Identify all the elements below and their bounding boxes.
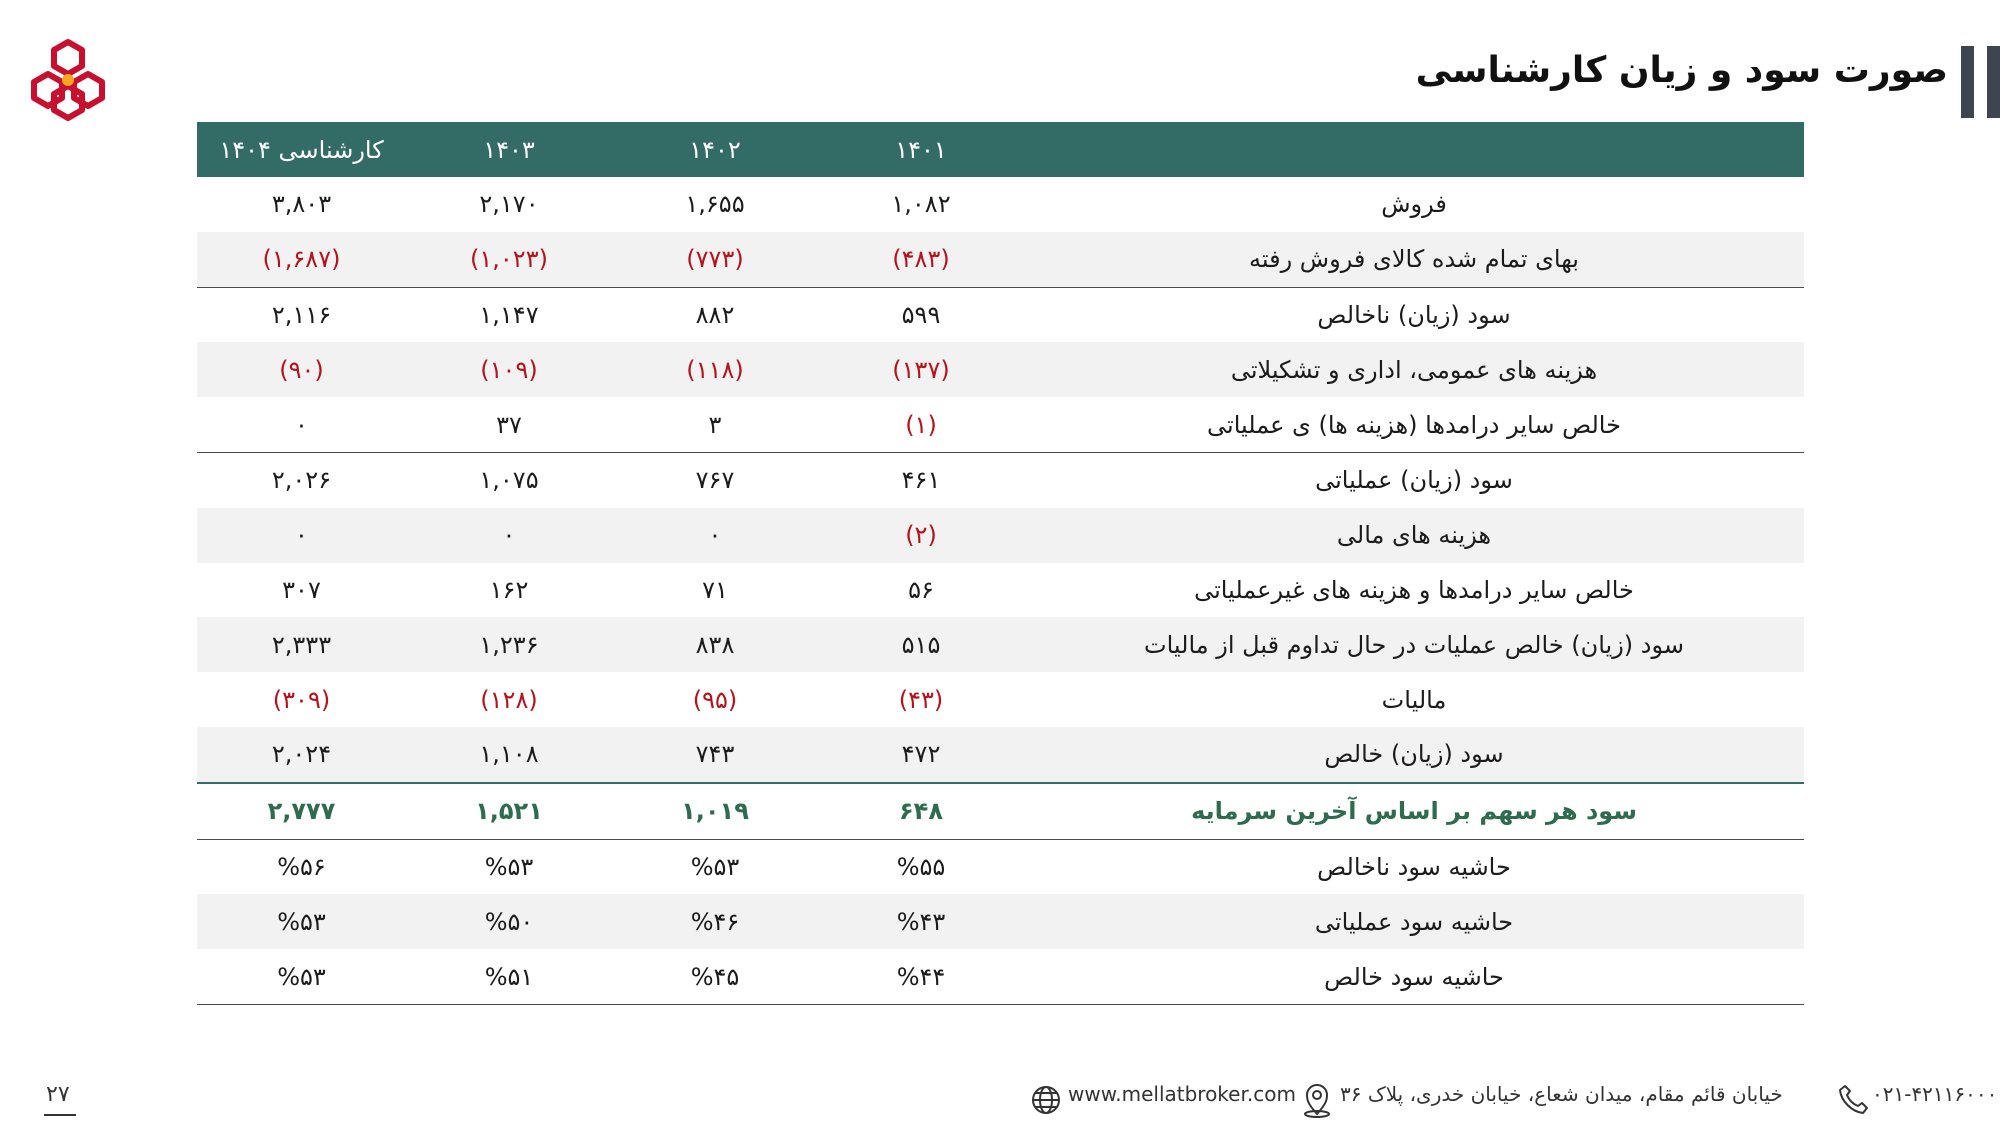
table-row — [197, 949, 1804, 1004]
row-label: بهای تمام شده کالای فروش رفته — [1024, 232, 1804, 287]
value-cell: (۹۰) — [197, 342, 406, 397]
row-label: سود (زیان) خالص — [1024, 727, 1804, 783]
row-label: خالص سایر درامدها (هزینه ها) ی عملیاتی — [1024, 397, 1804, 452]
value-cell: (۱,۶۸۷) — [197, 232, 406, 287]
value-cell: ۱,۰۷۵ — [479, 466, 539, 495]
column-header-1401: ۱۴۰۱ — [818, 122, 1024, 177]
value-cell: (۱۲۸) — [480, 685, 538, 714]
value-cell: %۵۱ — [406, 949, 612, 1004]
value-cell: ۰ — [197, 508, 406, 563]
table-row — [197, 452, 1804, 507]
row-label: حاشیه سود عملیاتی — [1024, 894, 1804, 949]
row-label: هزینه های عمومی، اداری و تشکیلاتی — [1024, 342, 1804, 397]
phone-number[interactable]: ۰۲۱-۴۲۱۱۶۰۰۰ — [1872, 1082, 1998, 1106]
value-cell: (۹۵) — [692, 685, 738, 714]
value-cell: ۱,۰۱۹ — [612, 783, 818, 839]
row-label: حاشیه سود خالص — [1024, 949, 1804, 1004]
value-cell: %۵۶ — [277, 852, 326, 881]
value-cell: ۷۱ — [702, 575, 728, 604]
value-cell: (۴۳) — [898, 685, 944, 714]
website-link[interactable]: www.mellatbroker.com — [1068, 1082, 1296, 1106]
value-cell: ۲,۱۷۰ — [479, 190, 539, 219]
value-cell: ۱,۶۵۵ — [685, 190, 745, 219]
value-cell: %۵۵ — [896, 852, 946, 881]
value-cell: ۱۶۲ — [489, 575, 529, 604]
value-cell: %۵۰ — [406, 894, 612, 949]
column-header-1403: ۱۴۰۳ — [406, 122, 612, 177]
value-cell: ۵۹۹ — [901, 300, 941, 329]
table-row — [197, 177, 1804, 232]
table-row — [197, 342, 1804, 397]
table-row — [197, 232, 1804, 287]
company-logo — [30, 38, 106, 122]
row-label: خالص سایر درامدها و هزینه های غیرعملیاتی — [1194, 575, 1634, 604]
column-header-1404: کارشناسی ۱۴۰۴ — [197, 122, 406, 177]
value-cell: ۰ — [197, 397, 406, 452]
table-row-eps — [197, 783, 1804, 839]
value-cell: (۱۰۹) — [406, 342, 612, 397]
value-cell: %۵۳ — [690, 852, 740, 881]
value-cell: (۳۰۹) — [272, 685, 331, 714]
value-cell: (۱) — [818, 397, 1024, 452]
table-row — [197, 397, 1804, 452]
value-cell: (۱,۰۲۳) — [406, 232, 612, 287]
page-number-underline — [44, 1114, 76, 1116]
value-cell: ۲,۷۷۷ — [197, 783, 406, 839]
row-label: سود (زیان) خالص عملیات در حال تداوم قبل از مالیات — [1024, 617, 1804, 672]
table-row — [197, 563, 1804, 618]
value-cell: ۳ — [612, 397, 818, 452]
table-row — [197, 894, 1804, 949]
table-row — [197, 617, 1804, 672]
value-cell: ۱,۰۸۲ — [891, 190, 951, 219]
value-cell: (۱۱۸) — [612, 342, 818, 397]
page-title: صورت سود و زیان کارشناسی — [1415, 50, 1948, 91]
value-cell: ۲,۳۳۳ — [197, 617, 406, 672]
table-row — [197, 839, 1804, 894]
value-cell: %۴۴ — [818, 949, 1024, 1004]
value-cell: (۲) — [818, 508, 1024, 563]
value-cell: ۵۱۵ — [818, 617, 1024, 672]
value-cell: %۴۵ — [612, 949, 818, 1004]
value-cell: ۱,۵۲۱ — [406, 783, 612, 839]
value-cell: ۷۴۳ — [612, 727, 818, 783]
phone-icon — [1836, 1082, 1870, 1118]
location-pin-icon — [1300, 1082, 1334, 1118]
row-label: سود (زیان) عملیاتی — [1315, 466, 1513, 495]
value-cell: ۸۸۲ — [695, 300, 735, 329]
value-cell: %۴۳ — [818, 894, 1024, 949]
value-cell: ۱,۲۳۶ — [406, 617, 612, 672]
value-cell: ۴۷۲ — [818, 727, 1024, 783]
value-cell: (۷۷۳) — [612, 232, 818, 287]
value-cell: %۴۶ — [612, 894, 818, 949]
value-cell: %۵۳ — [197, 949, 406, 1004]
globe-icon — [1030, 1082, 1064, 1118]
value-cell: ۴۶۱ — [901, 466, 941, 495]
column-header-1402: ۱۴۰۲ — [612, 122, 818, 177]
income-statement-table — [197, 122, 1804, 1005]
value-cell: ۰ — [406, 508, 612, 563]
row-label: هزینه های مالی — [1024, 508, 1804, 563]
value-cell: ۳,۸۰۳ — [271, 190, 332, 219]
value-cell: (۴۸۳) — [818, 232, 1024, 287]
address-text: خیابان قائم مقام، میدان شعاع، خیابان خدری، پلاک ۳۶ — [1340, 1082, 1783, 1106]
row-label: سود (زیان) ناخالص — [1317, 300, 1511, 329]
value-cell: ۲,۰۲۴ — [197, 727, 406, 783]
title-accent-bars — [1958, 46, 2000, 118]
table-row — [197, 672, 1804, 727]
value-cell: ۱,۱۴۷ — [479, 300, 539, 329]
row-label: حاشیه سود ناخالص — [1317, 852, 1511, 881]
page-number: ۲۷ — [46, 1082, 70, 1107]
value-cell: %۵۳ — [197, 894, 406, 949]
value-cell: ۲,۱۱۶ — [271, 300, 332, 329]
value-cell: %۵۳ — [484, 852, 534, 881]
table-row — [197, 727, 1804, 783]
value-cell: ۰ — [612, 508, 818, 563]
table-row — [197, 508, 1804, 563]
table-header-row — [197, 122, 1804, 177]
value-cell: ۳۰۷ — [282, 575, 321, 604]
value-cell: ۳۷ — [406, 397, 612, 452]
row-label: مالیات — [1381, 685, 1447, 714]
column-header-item — [1024, 122, 1804, 177]
value-cell: ۲,۰۲۶ — [271, 466, 332, 495]
row-label: فروش — [1381, 190, 1447, 219]
value-cell: (۱۳۷) — [818, 342, 1024, 397]
row-label: سود هر سهم بر اساس آخرین سرمایه — [1024, 783, 1804, 839]
value-cell: ۱,۱۰۸ — [406, 727, 612, 783]
value-cell: ۷۶۷ — [695, 466, 735, 495]
value-cell: ۶۴۸ — [818, 783, 1024, 839]
table-row — [197, 287, 1804, 342]
value-cell: ۵۶ — [908, 575, 934, 604]
value-cell: ۸۳۸ — [612, 617, 818, 672]
